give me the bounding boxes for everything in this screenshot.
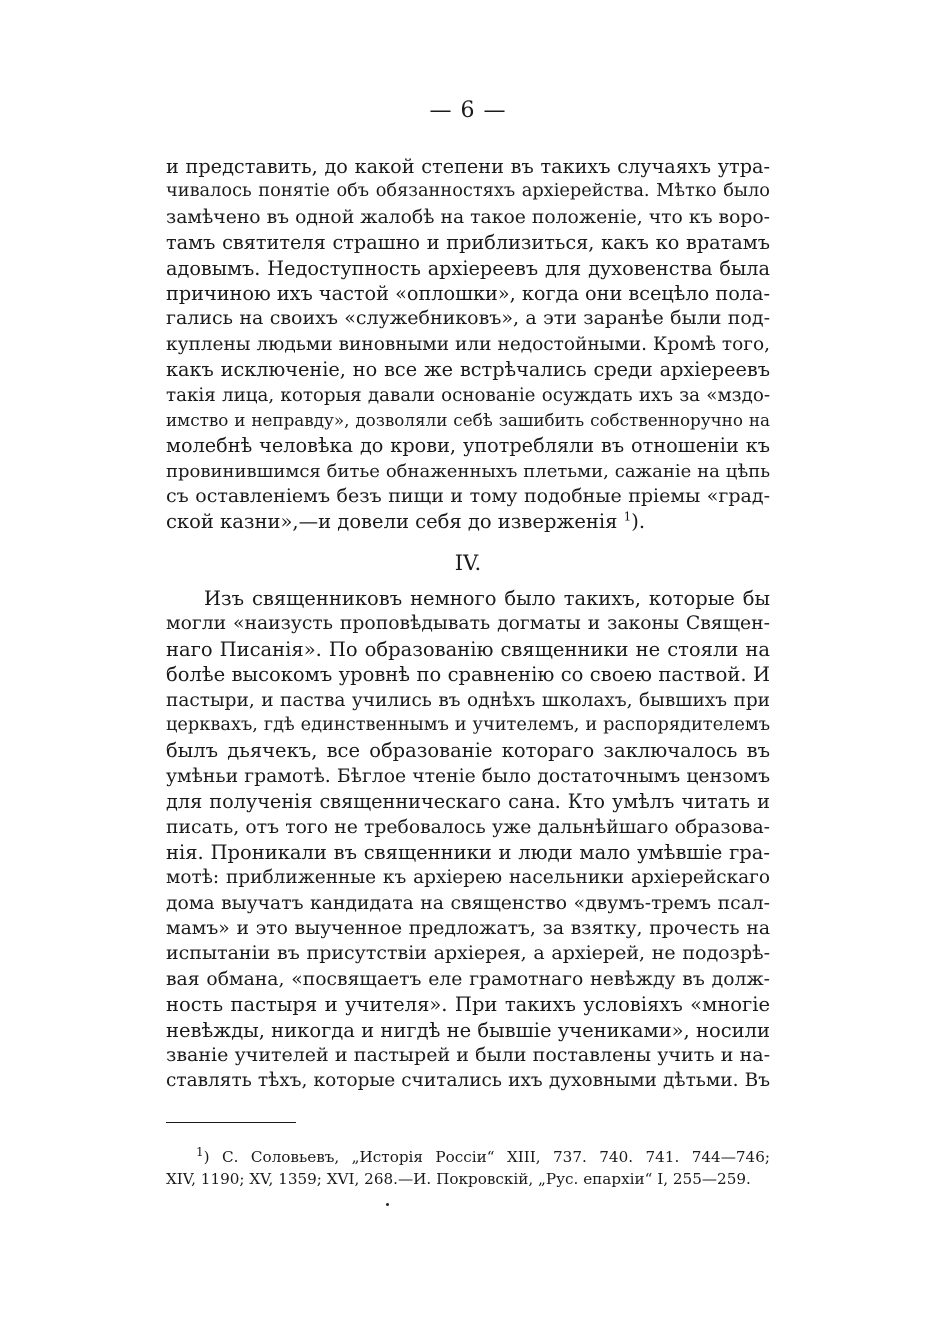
text-line: куплены людьми виновными или недостойными. Кромѣ того, <box>166 333 770 355</box>
text-line: могли «наизусть проповѣдывать догматы и законы Священ- <box>166 613 770 635</box>
text-line: мотѣ: приближенные къ архіерею насельники архіерейскаго <box>166 867 770 889</box>
paragraph-section-iv <box>166 586 770 1094</box>
text-line: пастыри, и паства учились въ однѣхъ школахъ, бывшихъ при <box>166 689 770 711</box>
text-line: испытаніи въ присутствіи архіерея, а архіерей, не подозрѣ- <box>166 942 770 965</box>
footnote-reference: 1 <box>623 509 632 524</box>
text-line: умѣньи грамотѣ. Бѣглое чтеніе было достаточнымъ цензомъ <box>166 765 770 787</box>
text-line: гались на своихъ «служебниковъ», а эти заранѣе были под- <box>166 307 770 330</box>
footnotes <box>166 1146 770 1190</box>
text-line: и представить, до какой степени въ такихъ случаяхъ утра- <box>166 155 770 178</box>
text-line: церквахъ, гдѣ единственнымъ и учителемъ, и распорядителемъ <box>166 714 770 735</box>
text-line: дома выучатъ кандидата на священство «двумъ-тремъ псал- <box>166 892 770 914</box>
text-line: мамъ» и это выученное предложатъ, за взятку, прочесть на <box>166 918 770 940</box>
text-line: болѣе высокомъ уровнѣ по сравненію со своею паствой. И <box>166 663 770 687</box>
text-line: вая обмана, «посвящаетъ еле грамотнаго невѣжду въ долж- <box>166 968 770 990</box>
text-line: Изъ священниковъ немного было такихъ, которые бы <box>204 587 770 610</box>
text-line: ставлять тѣхъ, которые считались ихъ духовными дѣтьми. Въ <box>166 1070 770 1092</box>
text-line: провинившимся битье обнаженныхъ плетьми, сажаніе на цѣпь <box>166 460 770 482</box>
text-line: такія лица, которыя давали основаніе осуждать ихъ за «мздо- <box>166 384 770 406</box>
text-line: какъ исключеніе, но все же встрѣчались среди архіереевъ <box>166 358 770 382</box>
text-line-last-body: ской казни»,—и довели себя до изверженія <box>166 510 618 534</box>
text-line-last <box>166 509 770 534</box>
text-line: для полученія священническаго сана. Кто умѣлъ читать и <box>166 790 770 814</box>
footnote-divider <box>166 1122 296 1123</box>
footnote-line-2: XIV, 1190; XV, 1359; XVI, 268.—И. Покровскій, „Рус. епархіи“ I, 255—259. <box>166 1170 751 1188</box>
text-line: чивалось понятіе объ обязанностяхъ архіерейства. Мѣтко было <box>166 181 770 202</box>
text-line: былъ дьячекъ, все образованіе котораго заключалось въ <box>166 739 770 763</box>
text-line: молебнѣ человѣка до крови, употребляли въ отношеніи къ <box>166 434 770 458</box>
paragraph-continued <box>166 154 770 535</box>
footnote-line-1-text: ) С. Соловьевъ, „Исторія Россіи“ XIII, 737. 740. 741. 744—746; <box>203 1148 770 1166</box>
text-line: наго Писанія». По образованію священники не стояли на <box>166 637 770 661</box>
text-line: замѣчено въ одной жалобѣ на такое положеніе, что къ воро- <box>166 206 770 228</box>
text-line: ность пастыря и учителя». При такихъ условіяхъ «многіе <box>166 993 770 1017</box>
text-line: тамъ святителя страшно и приблизиться, какъ ко вратамъ <box>166 231 770 255</box>
text-line: нія. Проникали въ священники и люди мало умѣвшіе гра- <box>166 840 770 864</box>
text-line: съ оставленіемъ безъ пищи и тому подобные пріемы «град- <box>166 485 770 508</box>
text-line: званіе учителей и пастырей и были поставлены учить и на- <box>166 1044 770 1067</box>
section-heading: IV. <box>454 551 482 575</box>
footnote-marker: 1 <box>196 1146 204 1159</box>
text-line: причиною ихъ частой «оплошки», когда они всецѣло пола- <box>166 281 770 305</box>
text-line: имство и неправду», дозволяли себѣ зашибить собственноручно на <box>166 409 770 430</box>
footnote-line-1 <box>166 1146 770 1168</box>
text-line: невѣжды, никогда и нигдѣ не бывшіе учениками», носили <box>166 1018 770 1042</box>
text-line-last-end: ). <box>631 510 646 534</box>
text-line: адовымъ. Недоступность архіереевъ для духовенства была <box>166 256 770 280</box>
page-number: — 6 — <box>429 98 507 123</box>
text-line: писать, отъ того не требовалось уже дальнѣйшаго образова- <box>166 816 770 838</box>
print-speck <box>386 1203 389 1206</box>
